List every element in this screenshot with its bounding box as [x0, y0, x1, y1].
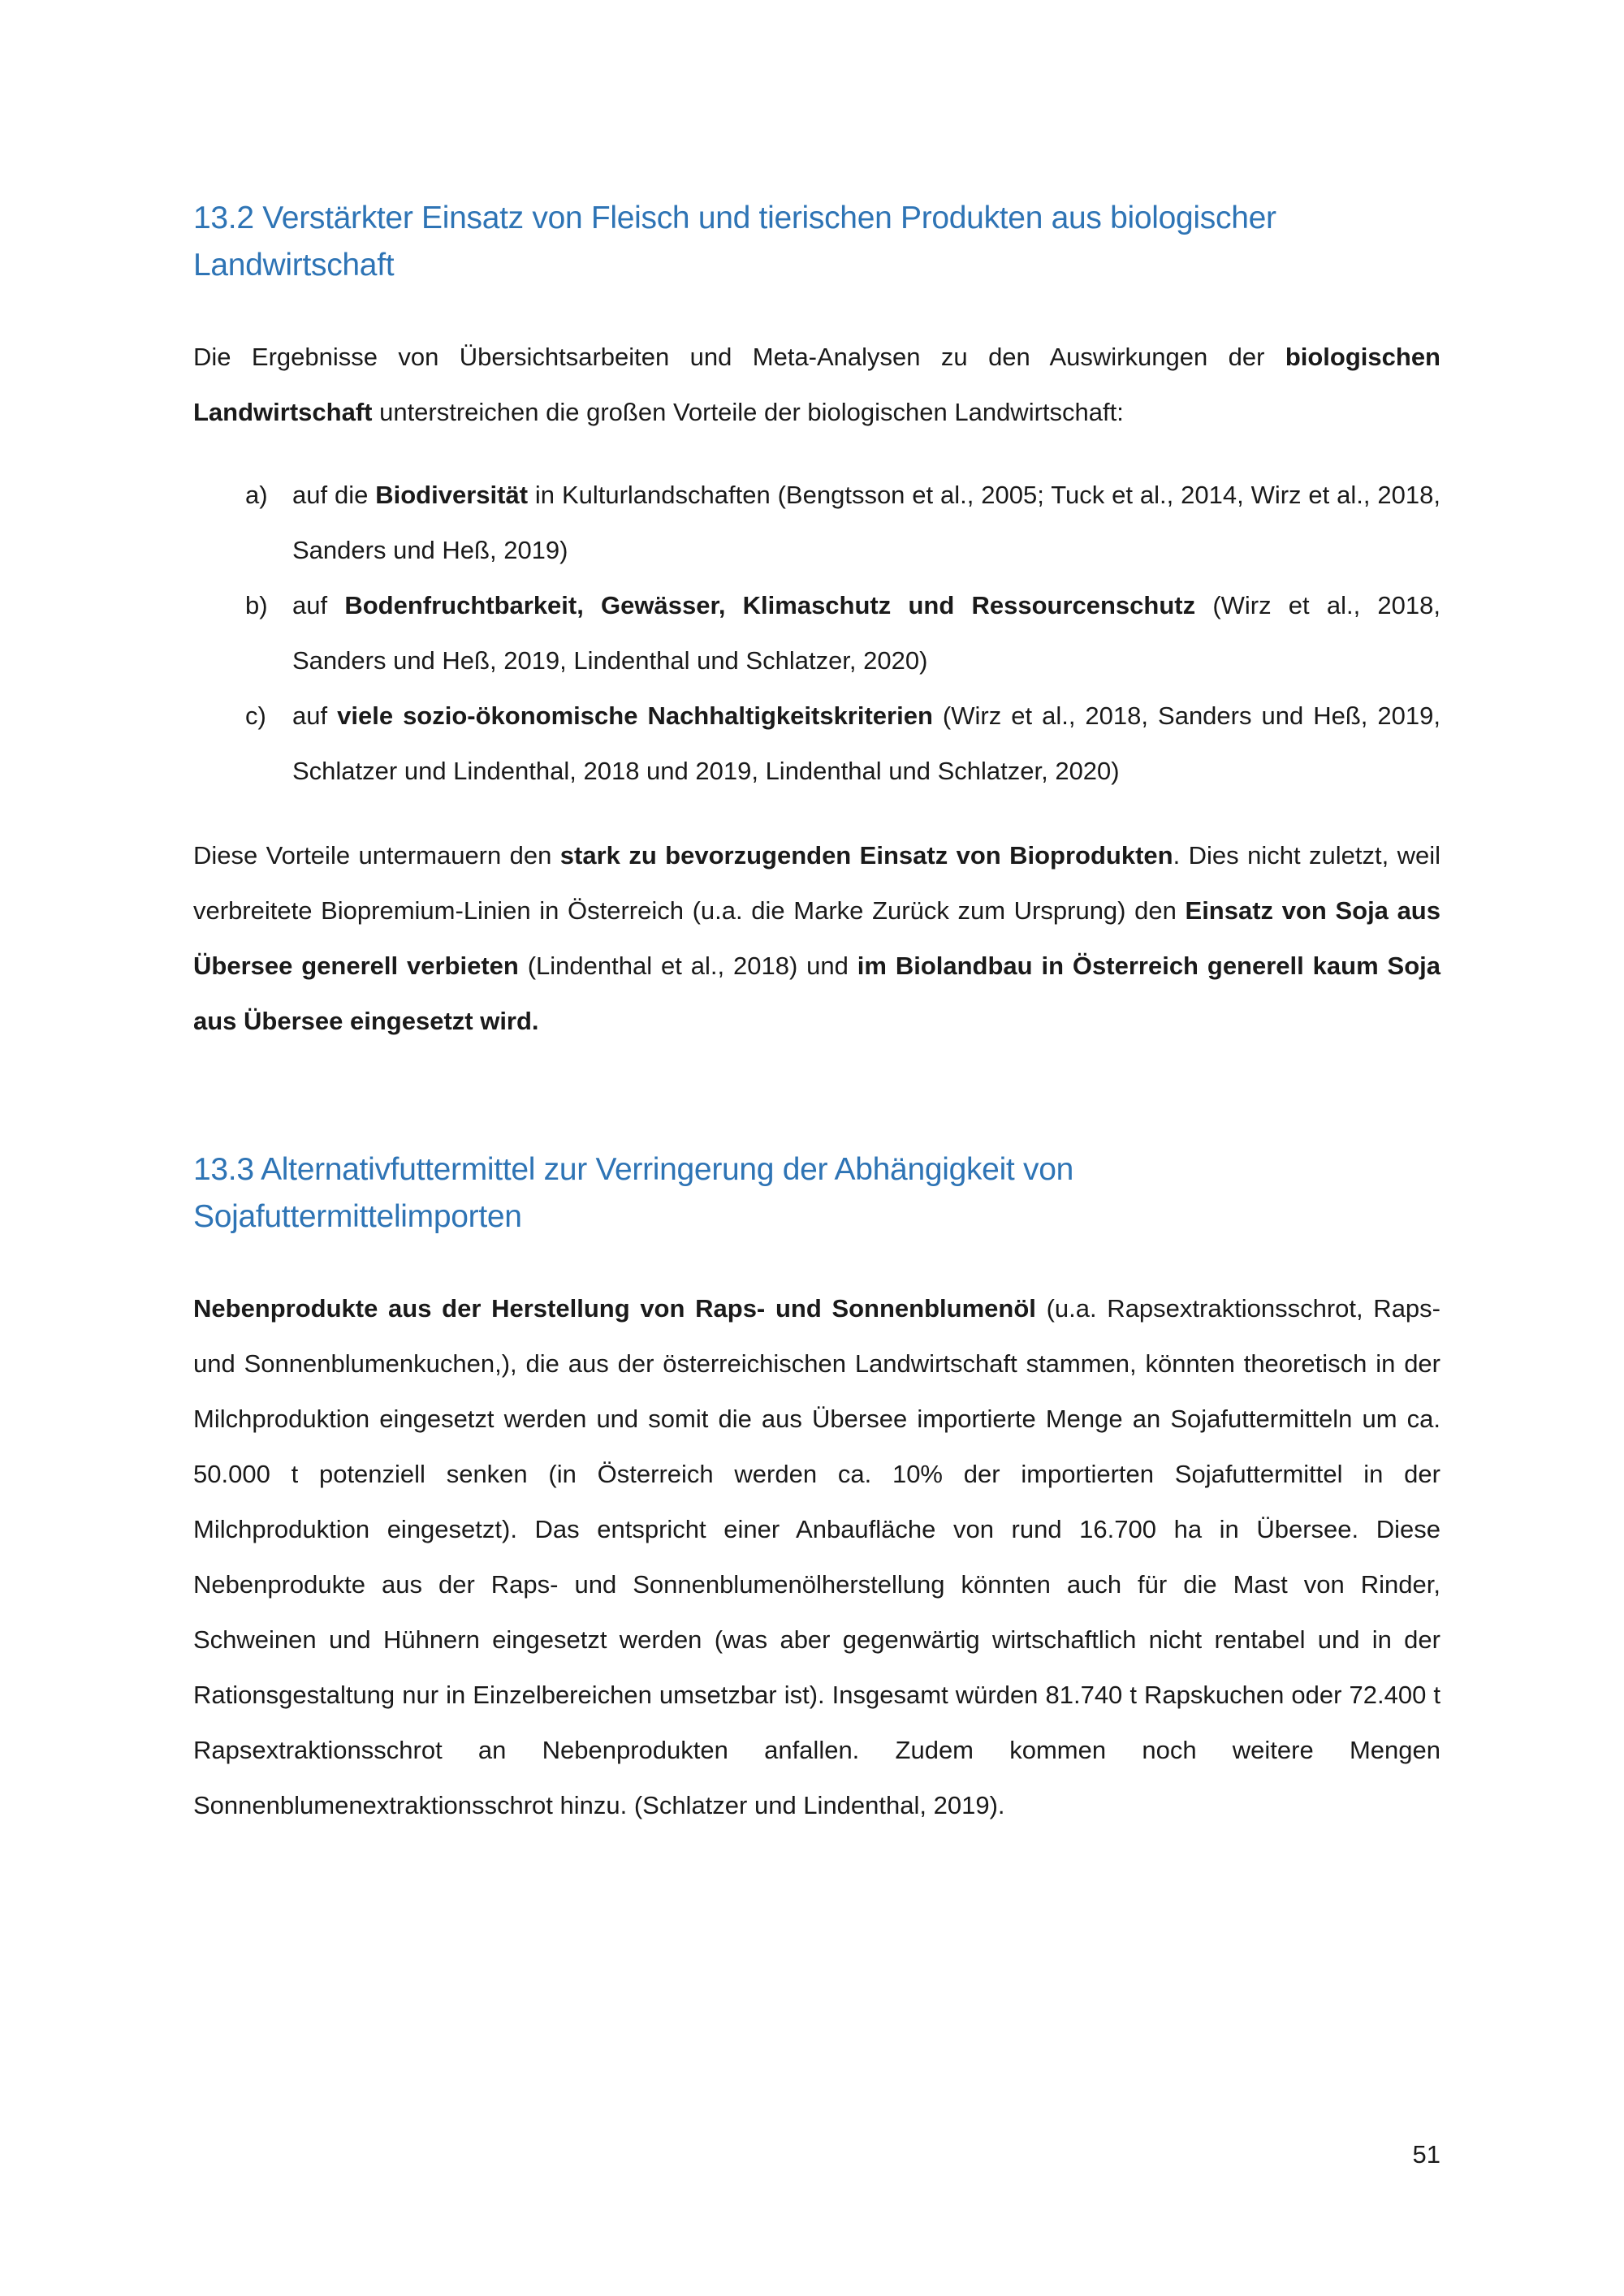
bold-text-run: Einsatz von Soja aus Übersee generell verbieten [193, 896, 1440, 980]
bold-text-run: Bodenfruchtbarkeit, Gewässer, Klimaschutz und Ressourcenschutz [344, 591, 1196, 619]
list-item [193, 468, 1440, 578]
benefits-list [193, 468, 1440, 799]
heading-line: Landwirtschaft [193, 248, 395, 283]
heading-line: 13.2 Verstärkter Einsatz von Fleisch und tierischen Produkten aus biologischer [193, 201, 1276, 235]
heading-line: Sojafuttermittelimporten [193, 1199, 522, 1234]
text-run: (Wirz et al., 2018, Sanders und Heß, 2019, Schlatzer und Lindenthal, 2018 und 2019, Lindenthal und Schlatzer, 2020) [292, 701, 1440, 785]
text-run: in Kulturlandschaften (Bengtsson et al., 2005; Tuck et al., 2014, Wirz et al., 2018, Sanders und Heß, 2019) [292, 481, 1440, 564]
list-item [193, 688, 1440, 799]
bold-text-run: Nebenprodukte aus der Herstellung von Raps- und Sonnenblumenöl [193, 1294, 1036, 1323]
text-run: unterstreichen die großen Vorteile der biologischen Landwirtschaft: [372, 398, 1124, 426]
intro-paragraph [193, 330, 1440, 440]
heading-line: 13.3 Alternativfuttermittel zur Verringerung der Abhängigkeit von [193, 1152, 1073, 1187]
list-marker: a) [245, 481, 268, 509]
section-13-3-heading [193, 1146, 1444, 1241]
bold-text-run: biologischen Landwirtschaft [193, 343, 1440, 426]
list-marker: b) [245, 591, 268, 619]
text-run: (u.a. Rapsextraktionsschrot, Raps- und Sonnenblumenkuchen,), die aus der österreichischen Landwirtschaft stammen, könnten theoretisch in der Milchproduktion eingesetzt werden und somit die aus Übersee importierte Menge an Sojafuttermitteln um ca. 50.000 t potenziell senken (in Österreich werden ca. 10% der importierten Sojafuttermittel in der Milchproduktion eingesetzt). Das entspricht einer Anbaufläche von rund 16.700 ha in Übersee. Diese Nebenprodukte aus der Raps- und Sonnenblumenölherstellung könnten auch für die Mast von Rinder, Schweinen und Hühnern eingesetzt werden (was aber gegenwärtig wirtschaftlich nicht rentabel und in der Rationsgestaltung nur in Einzelbereichen umsetzbar ist). Insgesamt würden 81.740 t Rapskuchen oder 72.400 t Rapsextraktionsschrot an Nebenprodukten anfallen. Zudem kommen noch weitere Mengen Sonnenblumenextraktionsschrot hinzu. (Schlatzer und Lindenthal, 2019). [193, 1294, 1440, 1819]
text-run: (Lindenthal et al., 2018) und [518, 952, 857, 980]
page-number: 51 [1412, 2140, 1440, 2169]
bold-text-run: viele sozio-ökonomische Nachhaltigkeitskriterien [337, 701, 933, 730]
text-run: Diese Vorteile untermauern den [193, 841, 560, 870]
section-13-2-heading [193, 195, 1444, 289]
bold-text-run: Biodiversität [375, 481, 529, 509]
conclusion-paragraph [193, 828, 1440, 1049]
text-run: Die Ergebnisse von Übersichtsarbeiten und Meta-Analysen zu den Auswirkungen der [193, 343, 1285, 371]
text-run: . Dies nicht zuletzt, weil verbreitete Biopremium-Linien in Österreich (u.a. die Marke Zurück zum Ursprung) den [193, 841, 1440, 925]
text-run: (Wirz et al., 2018, Sanders und Heß, 2019, Lindenthal und Schlatzer, 2020) [292, 591, 1441, 675]
list-marker: c) [245, 701, 266, 730]
text-run: auf [292, 591, 345, 619]
text-run: auf die [292, 481, 376, 509]
bold-text-run: im Biolandbau in Österreich generell kaum Soja aus Übersee eingesetzt wird. [193, 952, 1440, 1035]
body-paragraph [193, 1281, 1440, 1833]
bold-text-run: stark zu bevorzugenden Einsatz von Bioprodukten [559, 841, 1173, 870]
text-run: auf [292, 701, 338, 730]
list-item [193, 578, 1440, 688]
